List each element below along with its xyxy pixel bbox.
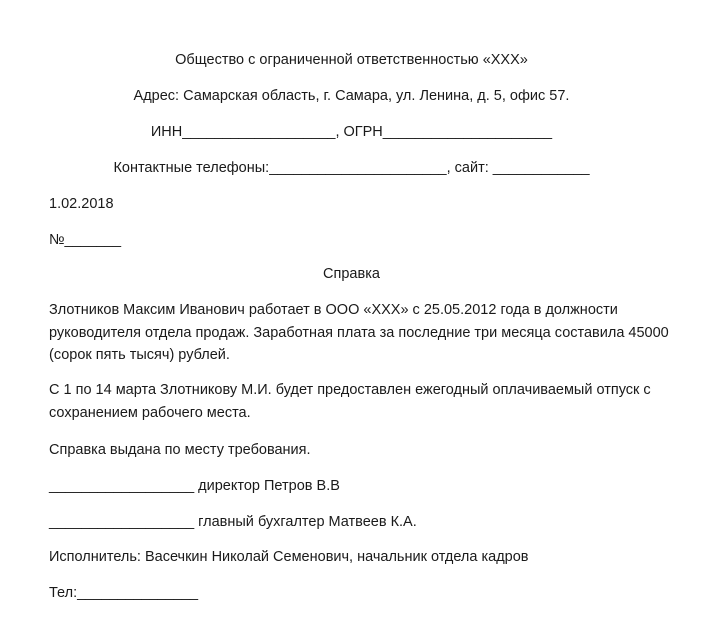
signature-director: __________________ директор Петров В.В [49,478,340,494]
paragraph-line: руководителя отдела продаж. Заработная плата за последние три месяца составила 45000 [49,324,669,341]
phone-line: Тел:_______________ [49,585,199,601]
organization-address: Адрес: Самарская область, г. Самара, ул. Ленина, д. 5, офис 57. [133,88,570,104]
paragraph-line: (сорок пять тысяч) рублей. [49,347,230,363]
document-date: 1.02.2018 [49,196,114,212]
signature-accountant: __________________ главный бухгалтер Матвеев К.А. [49,514,417,530]
document-title: Справка [323,266,380,282]
document-number: №_______ [49,232,122,248]
paragraph-employment [49,299,689,367]
contacts-line: Контактные телефоны:______________________, сайт: ____________ [113,160,590,176]
inn-ogrn-line: ИНН___________________, ОГРН_____________________ [150,124,553,140]
organization-name: Общество с ограниченной ответственностью «ХХХ» [175,52,528,68]
paragraph-line: С 1 по 14 марта Злотникову М.И. будет предоставлен ежегодный оплачиваемый отпуск с [49,382,651,398]
paragraph-issued: Справка выдана по месту требования. [49,442,311,458]
paragraph-line: Злотников Максим Иванович работает в ООО «ХХХ» с 25.05.2012 года в должности [49,302,618,318]
executor-line: Исполнитель: Васечкин Николай Семенович, начальник отдела кадров [49,549,529,565]
paragraph-line: сохранением рабочего места. [49,404,251,421]
paragraph-vacation [49,379,689,424]
